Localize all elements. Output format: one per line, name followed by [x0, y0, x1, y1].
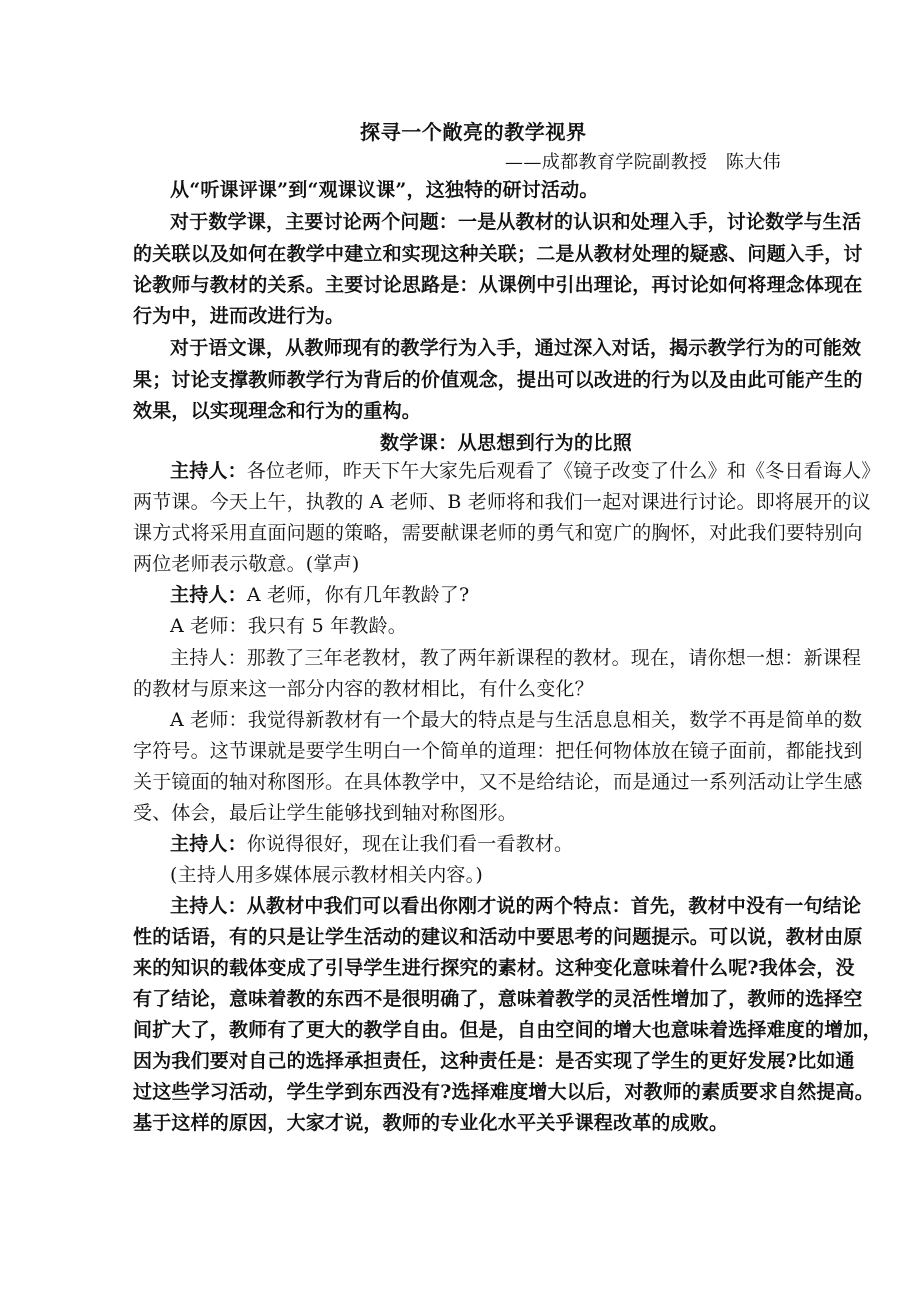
speaker-label: 主持人： — [170, 584, 247, 606]
paragraph-line: 课方式将采用直面问题的策略，需要献课老师的勇气和宽广的胸怀，对此我们要特别向 — [133, 522, 863, 544]
intro-line: 效果，以实现理念和行为的重构。 — [133, 400, 422, 422]
paragraph-line — [170, 459, 880, 483]
intro-line: 行为中，进而改进行为。 — [133, 305, 345, 327]
paragraph-line: 主持人：那教了三年老教材，教了两年新课程的教材。现在，请你想一想：新课程 — [170, 647, 862, 669]
paragraph-line: 关于镜面的轴对称图形。在具体教学中，又不是给结论，而是通过一系列活动让学生感 — [133, 771, 863, 793]
intro-line: 对于语文课，从教师现有的教学行为入手，通过深入对话，揭示教学行为的可能效 — [170, 337, 862, 359]
dialogue-text: A 老师，你有几年教龄了? — [246, 584, 470, 606]
paragraph-line: 两位老师表示敬意。(掌声) — [133, 553, 360, 575]
intro-line: 论教师与教材的关系。主要讨论思路是：从课例中引出理论，再讨论如何将理念体现在 — [133, 274, 863, 296]
intro-line: 对于数学课，主要讨论两个问题：一是从教材的认识和处理入手，讨论数学与生活 — [170, 211, 862, 233]
paragraph-line: 基于这样的原因，大家才说，教师的专业化水平关乎课程改革的成败。 — [133, 1112, 729, 1134]
paragraph-line: 主持人：从教材中我们可以看出你刚才说的两个特点：首先，教材中没有一句结论 — [170, 895, 862, 917]
dialogue-text: 你说得很好，现在让我们看一看教材。 — [246, 833, 574, 855]
section-heading: 数学课：从思想到行为的比照 — [380, 432, 633, 454]
paragraph-line: 两节课。今天上午，执教的 A 老师、B 老师将和我们一起对课进行讨论。即将展开的议 — [133, 491, 872, 513]
paragraph-line: 来的知识的载体变成了引导学生进行探究的素材。这种变化意味着什么呢?我体会，没 — [133, 957, 855, 979]
paragraph-line: 间扩大了，教师有了更大的教学自由。但是，自由空间的增大也意味着选择难度的增加， — [133, 1019, 882, 1041]
paragraph-line: 的教材与原来这一部分内容的教材相比，有什么变化？ — [133, 678, 594, 700]
paragraph-line: A 老师：我只有 5 年教龄。 — [170, 615, 407, 637]
speaker-label: 主持人： — [170, 833, 247, 855]
document-title: 探寻一个敞亮的教学视界 — [360, 120, 587, 144]
intro-line: 的关联以及如何在教学中建立和实现这种关联；二是从教材处理的疑惑、问题入手，讨 — [133, 243, 863, 265]
paragraph-line: 因为我们要对自己的选择承担责任，这种责任是：是否实现了学生的更好发展?比如通 — [133, 1050, 855, 1072]
intro-line: 果；讨论支撑教师教学行为背后的价值观念，提出可以改进的行为以及由此可能产生的 — [133, 369, 863, 391]
paragraph-line: 有了结论，意味着教的东西不是很明确了，意味着教学的灵活性增加了，教师的选择空 — [133, 988, 863, 1010]
paragraph-line: 性的话语，有的只是让学生活动的建议和活动中要思考的问题提示。可以说，教材由原 — [133, 926, 863, 948]
dialogue-text: 各位老师，昨天下午大家先后观看了《镜子改变了什么》和《冬日看诲人》 — [246, 460, 881, 482]
paragraph-line: (主持人用多媒体展示教材相关内容。) — [170, 864, 483, 886]
paragraph-line: 过这些学习活动，学生学到东西没有?选择难度增大以后，对教师的素质要求自然提高。 — [133, 1081, 874, 1103]
intro-line: 从“听课评课”到“观课议课”，这独特的研讨活动。 — [170, 179, 599, 201]
speaker-label: 主持人： — [170, 460, 247, 482]
paragraph-line: 受、体会，最后让学生能够找到轴对称图形。 — [133, 802, 518, 824]
paragraph-line — [170, 583, 469, 607]
paragraph-line — [170, 832, 573, 856]
paragraph-line: A 老师：我觉得新教材有一个最大的特点是与生活息息相关，数学不再是简单的数 — [170, 709, 863, 731]
document-byline: ——成都教育学院副教授 陈大伟 — [505, 152, 781, 173]
paragraph-line: 字符号。这节课就是要学生明白一个简单的道理：把任何物体放在镜子面前，都能找到 — [133, 740, 863, 762]
